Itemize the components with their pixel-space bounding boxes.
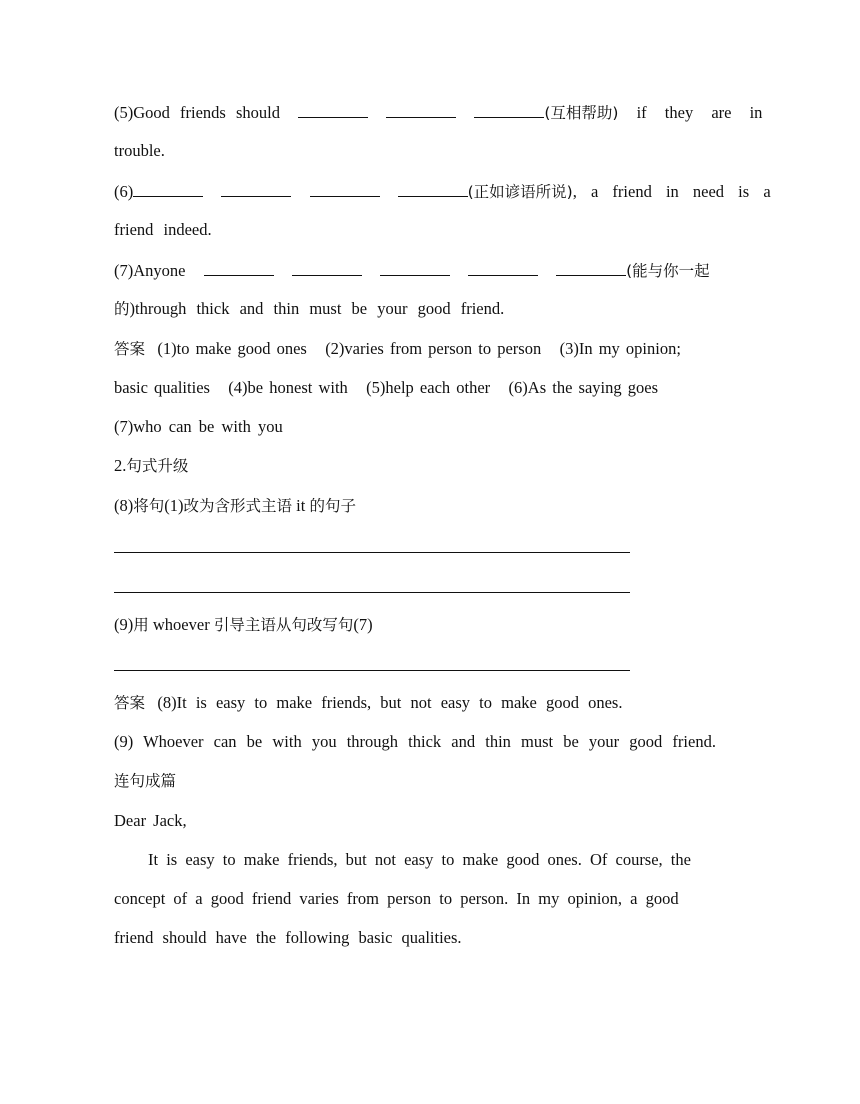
question-7-tail: )through thick and thin must be your good friend. xyxy=(129,299,505,318)
answer-writing-line[interactable] xyxy=(114,670,630,671)
question-8 xyxy=(114,495,356,517)
question-8-text-a: 将句 xyxy=(133,497,165,515)
question-6-line-2: friend indeed. xyxy=(114,220,212,239)
question-5-hint: (互相帮助) xyxy=(544,104,619,122)
question-8-term: it xyxy=(292,496,310,515)
answer-2-line-1 xyxy=(114,692,622,714)
question-5-line-2: trouble. xyxy=(114,141,165,160)
answer-writing-line[interactable] xyxy=(114,592,630,593)
answer-blank[interactable] xyxy=(298,101,368,118)
question-8-text-b: 改为含形式主语 xyxy=(183,497,293,515)
answer-1-line-1 xyxy=(114,338,744,360)
question-7-line-2 xyxy=(114,298,504,320)
answer-blank[interactable] xyxy=(556,259,626,276)
letter-line-2: concept of a good friend varies from person to person. In my opinion, a good xyxy=(114,889,679,908)
answer-blank[interactable] xyxy=(380,259,450,276)
question-8-text-c: 的句子 xyxy=(309,497,356,515)
question-6-hint: (正如谚语所说) xyxy=(467,183,573,201)
answer-blank[interactable] xyxy=(204,259,274,276)
question-9-term: whoever xyxy=(148,615,214,634)
question-9-text-b: 引导主语从句改写句 xyxy=(213,616,354,634)
question-6-line-1 xyxy=(114,180,771,203)
answer-blank[interactable] xyxy=(310,180,380,197)
letter-line-1: It is easy to make friends, but not easy to make good ones. Of course, the xyxy=(148,850,691,869)
question-8-ref: (1) xyxy=(164,496,184,515)
answer-1-text-1: (1)to make good ones (2)varies from person to person (3)In my opinion; xyxy=(157,339,681,358)
letter-line-3: friend should have the following basic qualities. xyxy=(114,928,462,947)
question-9-ref: (7) xyxy=(353,615,373,634)
section-3-title: 连句成篇 xyxy=(114,772,177,790)
question-8-number: (8) xyxy=(114,496,134,515)
answer-label: 答案 xyxy=(114,340,146,358)
answer-label: 答案 xyxy=(114,694,146,712)
question-7-hint-end: 的 xyxy=(114,300,130,318)
question-5-text: (5)Good friends should xyxy=(114,103,280,122)
answer-1-line-2: basic qualities (4)be honest with (5)help each other (6)As the saying goes xyxy=(114,378,658,397)
answer-blank[interactable] xyxy=(474,101,544,118)
question-7-line-1 xyxy=(114,259,710,282)
question-7-hint: (能与你一起 xyxy=(626,262,710,280)
letter-greeting: Dear Jack, xyxy=(114,811,187,830)
section-2-number: 2. xyxy=(114,456,127,475)
question-9 xyxy=(114,614,373,636)
section-2-heading: 句式升级 xyxy=(126,457,189,475)
answer-blank[interactable] xyxy=(386,101,456,118)
answer-blank[interactable] xyxy=(221,180,291,197)
question-5-tail: if they are in xyxy=(636,103,763,122)
question-9-number: (9) xyxy=(114,615,134,634)
answer-writing-line[interactable] xyxy=(114,552,630,553)
question-9-text-a: 用 xyxy=(133,616,149,634)
section-2-title xyxy=(114,455,188,477)
answer-1-line-3: (7)who can be with you xyxy=(114,417,283,436)
answer-blank[interactable] xyxy=(398,180,468,197)
answer-2-text-1: (8)It is easy to make friends, but not easy to make good ones. xyxy=(157,693,623,712)
answer-blank[interactable] xyxy=(292,259,362,276)
question-7-label: (7)Anyone xyxy=(114,261,186,280)
answer-blank[interactable] xyxy=(468,259,538,276)
question-6-tail: , a friend in need is a xyxy=(572,182,771,201)
answer-blank[interactable] xyxy=(133,180,203,197)
answer-2-line-2: (9) Whoever can be with you through thick and thin must be your good friend. xyxy=(114,732,716,751)
question-5-line-1 xyxy=(114,101,762,124)
question-6-label: (6) xyxy=(114,182,134,201)
